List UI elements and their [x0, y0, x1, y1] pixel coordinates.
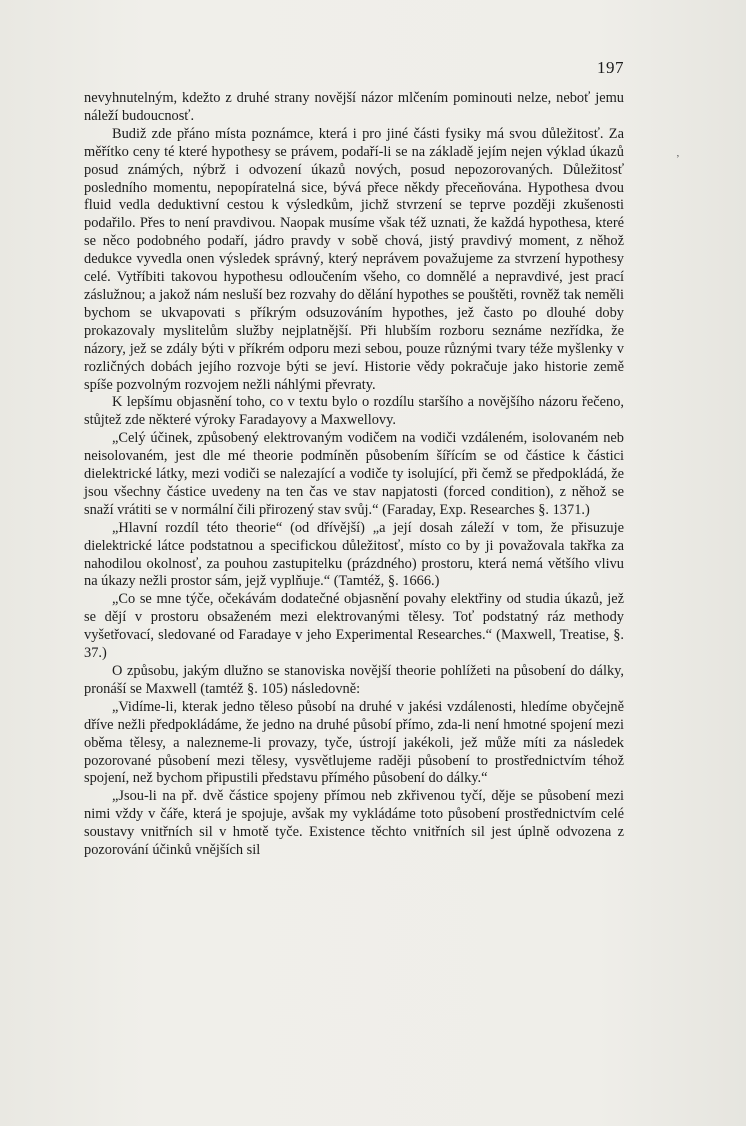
body-text: [84, 90, 624, 860]
paragraph: „Hlavní rozdíl této theorie“ (od dřívější) „a její dosah záleží v tom, že přisuzuje dielektrické látce podstatnou a specifickou důležitosť, místo co by ji považovala takřka za nahodilou okolnosť, za pouhou zastupitelku (prázdného) prostoru, která nemá většího vlivu na úkazy nežli prostor sám, jejž vyplňuje.“ (Tamtéž, §. 1666.): [84, 519, 624, 590]
margin-mark: ‚: [676, 147, 680, 159]
paragraph: „Co se mne týče, očekávám dodatečné objasnění povahy elektřiny od studia úkazů, jež se dějí v prostoru obsaženém mezi elektrovanými tělesy. Toť podstatný ráz methody vyšetřovací, sledované od Faradaye v jeho Experimental Researches.“ (Maxwell, Treatise, §. 37.): [84, 591, 624, 662]
paragraph: nevyhnutelným, kdežto z druhé strany novější názor mlčením pominouti nelze, neboť jemu náleží budoucnosť.: [84, 90, 624, 124]
paragraph: „Celý účinek, způsobený elektrovaným vodičem na vodiči vzdáleném, isolovaném neb neisolovaném, jest dle mé theorie podmíněn působením šířícím se od částice k částici dielektrické látky, mezi vodiči se nalezající a vodiče ty isolující, při čemž se předpokládá, že jsou všechny částice uvedeny na ten čas ve stav napjatosti (forced condition), z něhož se snaží vrátiti se v normální čili přirozený stav svůj.“ (Faraday, Exp. Researches §. 1371.): [84, 430, 624, 518]
paragraph: Budiž zde přáno místa poznámce, která i pro jiné části fysiky má svou důležitosť. Za měřítko ceny té které hypothesy se právem, podaří-li se na základě jejím nejen výklad úkazů posud známých, nýbrž i odvození úkazů nových, posud nepozorovaných. Důležitosť posledního momentu, nepopíratelná sice, bývá přece někdy přeceňována. Hypothesa dvou fluid vedla deduktivní cestou k výsledkům, jichž stvrzení se teprve později zkušenosti podařilo. Přes to není pravdivou. Naopak musíme však též uznati, že každá hypothesa, které se něco podobného podaří, jádro pravdy v sobě chová, jistý pravdivý moment, z něhož dedukce vyvedla onen výsledek správný, který neprávem považujeme za stvrzení hypothesy celé. Vytříbiti takovou hypothesu odloučením všeho, co domnělé a nepravdivé, jest prací záslužnou; a jakož nám nesluší bez rozvahy do dělání hypothes se pouštěti, rovněž tak neměli bychom se ukvapovati s příkrým odsuzováním hypothes, jež často po dlouhé doby prokazovaly myslitelům služby nejplatnější. Při hlubším rozboru seznáme nezřídka, že názory, jež se zdály býti v příkrém odporu mezi sebou, pouze různými tvary téže myšlenky v rozličných dobách jejího rozvoje býti se jeví. Historie vědy pokračuje jako historie země spíše pozvolným rozvojem nežli náhlými převraty.: [84, 125, 624, 393]
paragraph: O způsobu, jakým dlužno se stanoviska novější theorie pohlížeti na působení do dálky, pronáší se Maxwell (tamtéž §. 105) následovně:: [84, 663, 624, 697]
paragraph: „Vidíme-li, kterak jedno těleso působí na druhé v jakési vzdálenosti, hledíme obyčejně dříve nežli předpokládáme, že jedno na druhé působí přímo, zda-li není hmotné spojení mezi oběma tělesy, a nalezneme-li provazy, tyče, ústrojí jakékoli, jež může míti za následek pozorované působení mezi tělesy, vysvětlujeme raději působení to prostřednictvím téhož spojení, než bychom připustili představu přímého působení do dálky.“: [84, 698, 624, 787]
paragraph: K lepšímu objasnění toho, co v textu bylo o rozdílu staršího a novějšího názoru řečeno, stůjtež zde některé výroky Faradayovy a Maxwellovy.: [84, 394, 624, 429]
page-number: 197: [597, 58, 624, 77]
paragraph: „Jsou-li na př. dvě částice spojeny přímou neb zkřivenou tyčí, děje se působení mezi nimi vždy v čáře, která je spojuje, avšak my vykládáme toto působení prostřednictvím celé soustavy vnitřních sil v hmotě tyče. Existence těchto vnitřních sil jest úplně odvozena z pozorování účinků vnějších sil: [84, 788, 624, 859]
